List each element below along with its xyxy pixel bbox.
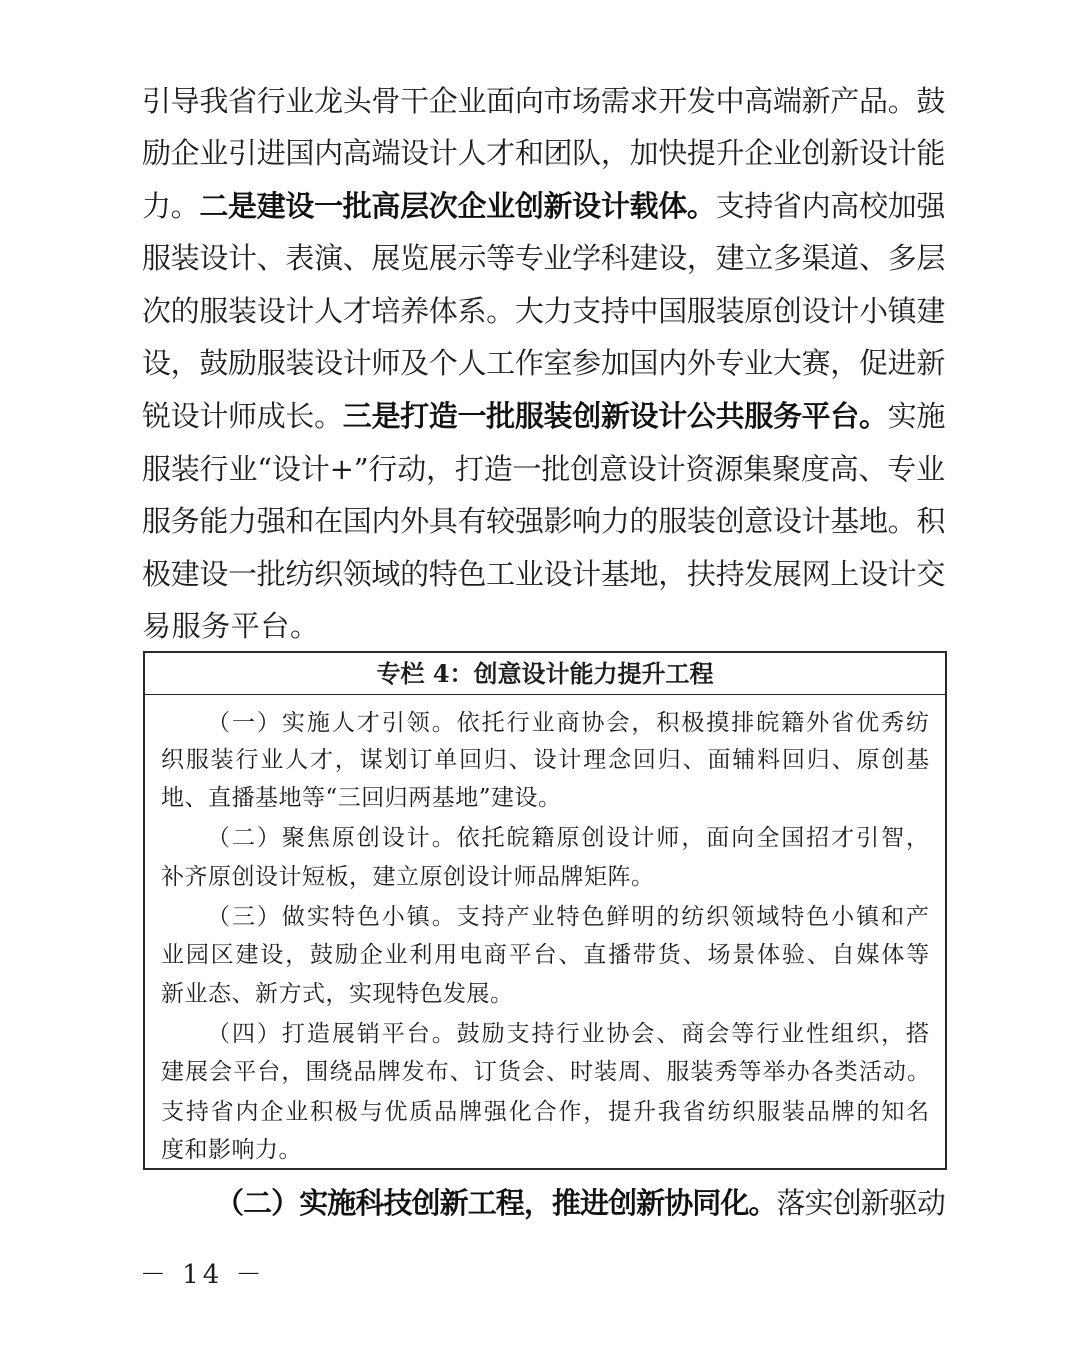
section-heading-run: （二）实施科技创新工程，推进创新协同化。 <box>215 1186 777 1220</box>
page-number: － 14 － <box>140 1260 266 1290</box>
column-line: （四）打造展销平台。鼓励支持行业协会、商会等行业性组织，搭 <box>207 1021 931 1047</box>
paragraph-line <box>142 606 320 646</box>
text-run: 极建设一批纺织领域的特色工业设计基地，扶持发展网上设计交 <box>142 557 946 591</box>
text-run: 服务能力强和在国内外具有较强影响力的服装创意设计基地。积 <box>142 504 946 538</box>
text-run: 引导我省行业龙头骨干企业面向市场需求开发中高端新产品。鼓 <box>142 84 946 118</box>
bold-heading-run: 二是建设一批高层次企业创新设计载体。 <box>199 189 716 223</box>
column-line: （二）聚焦原创设计。依托皖籍原创设计师，面向全国招才引智， <box>207 825 931 851</box>
paragraph-line <box>142 238 945 278</box>
text-run: 设，鼓励服装设计师及个人工作室参加国内外专业大赛，促进新 <box>142 346 946 380</box>
paragraph-line <box>142 449 945 489</box>
column-line: 建展会平台，围绕品牌发布、订货会、时装周、服装秀等举办各类活动。 <box>161 1059 931 1085</box>
paragraph-line <box>142 501 945 541</box>
text-run: 服装行业“设计+”行动，打造一批创意设计资源集聚度高、专业 <box>142 452 945 486</box>
paragraph-line <box>142 186 945 226</box>
text-run: 次的服装设计人才培养体系。大力支持中国服装原创设计小镇建 <box>142 294 946 328</box>
text-run: 落实创新驱动 <box>776 1186 946 1220</box>
text-run: 锐设计师成长。 <box>142 399 343 433</box>
text-run: 易服务平台。 <box>142 609 320 643</box>
column-line: 新业态、新方式，实现特色发展。 <box>161 981 514 1007</box>
text-run: 力。 <box>142 189 200 223</box>
column-line: 业园区建设，鼓励企业利用电商平台、直播带货、场景体验、自媒体等 <box>161 942 931 968</box>
column-title: 专栏 4：创意设计能力提升工程 <box>145 653 945 695</box>
paragraph-line <box>142 291 945 331</box>
column-box <box>143 651 947 1170</box>
column-line: （一）实施人才引领。依托行业商协会，积极摸排皖籍外省优秀纺 <box>207 710 931 736</box>
column-line: 补齐原创设计短板，建立原创设计师品牌矩阵。 <box>161 864 655 890</box>
bold-heading-run: 三是打造一批服装创新设计公共服务平台。 <box>342 399 888 433</box>
paragraph-line <box>142 81 945 121</box>
column-line: 织服装行业人才，谋划订单回归、设计理念回归、面辅料回归、原创基 <box>161 747 931 773</box>
paragraph-line <box>142 396 945 436</box>
paragraph-line <box>142 343 945 383</box>
text-run: 支持省内高校加强 <box>715 189 946 223</box>
text-run: 实施 <box>887 399 946 433</box>
paragraph-line <box>142 133 945 173</box>
text-run: 励企业引进国内高端设计人才和团队，加快提升企业创新设计能 <box>142 136 946 170</box>
paragraph-line <box>215 1183 945 1223</box>
column-line: 支持省内企业积极与优质品牌强化合作，提升我省纺织服装品牌的知名 <box>161 1099 931 1125</box>
column-line: 地、直播基地等“三回归两基地”建设。 <box>161 785 562 811</box>
column-line: （三）做实特色小镇。支持产业特色鲜明的纺织领域特色小镇和产 <box>207 904 931 930</box>
text-run: 服装设计、表演、展览展示等专业学科建设，建立多渠道、多层 <box>142 241 946 275</box>
column-line: 度和影响力。 <box>161 1137 302 1163</box>
paragraph-line <box>142 554 945 594</box>
